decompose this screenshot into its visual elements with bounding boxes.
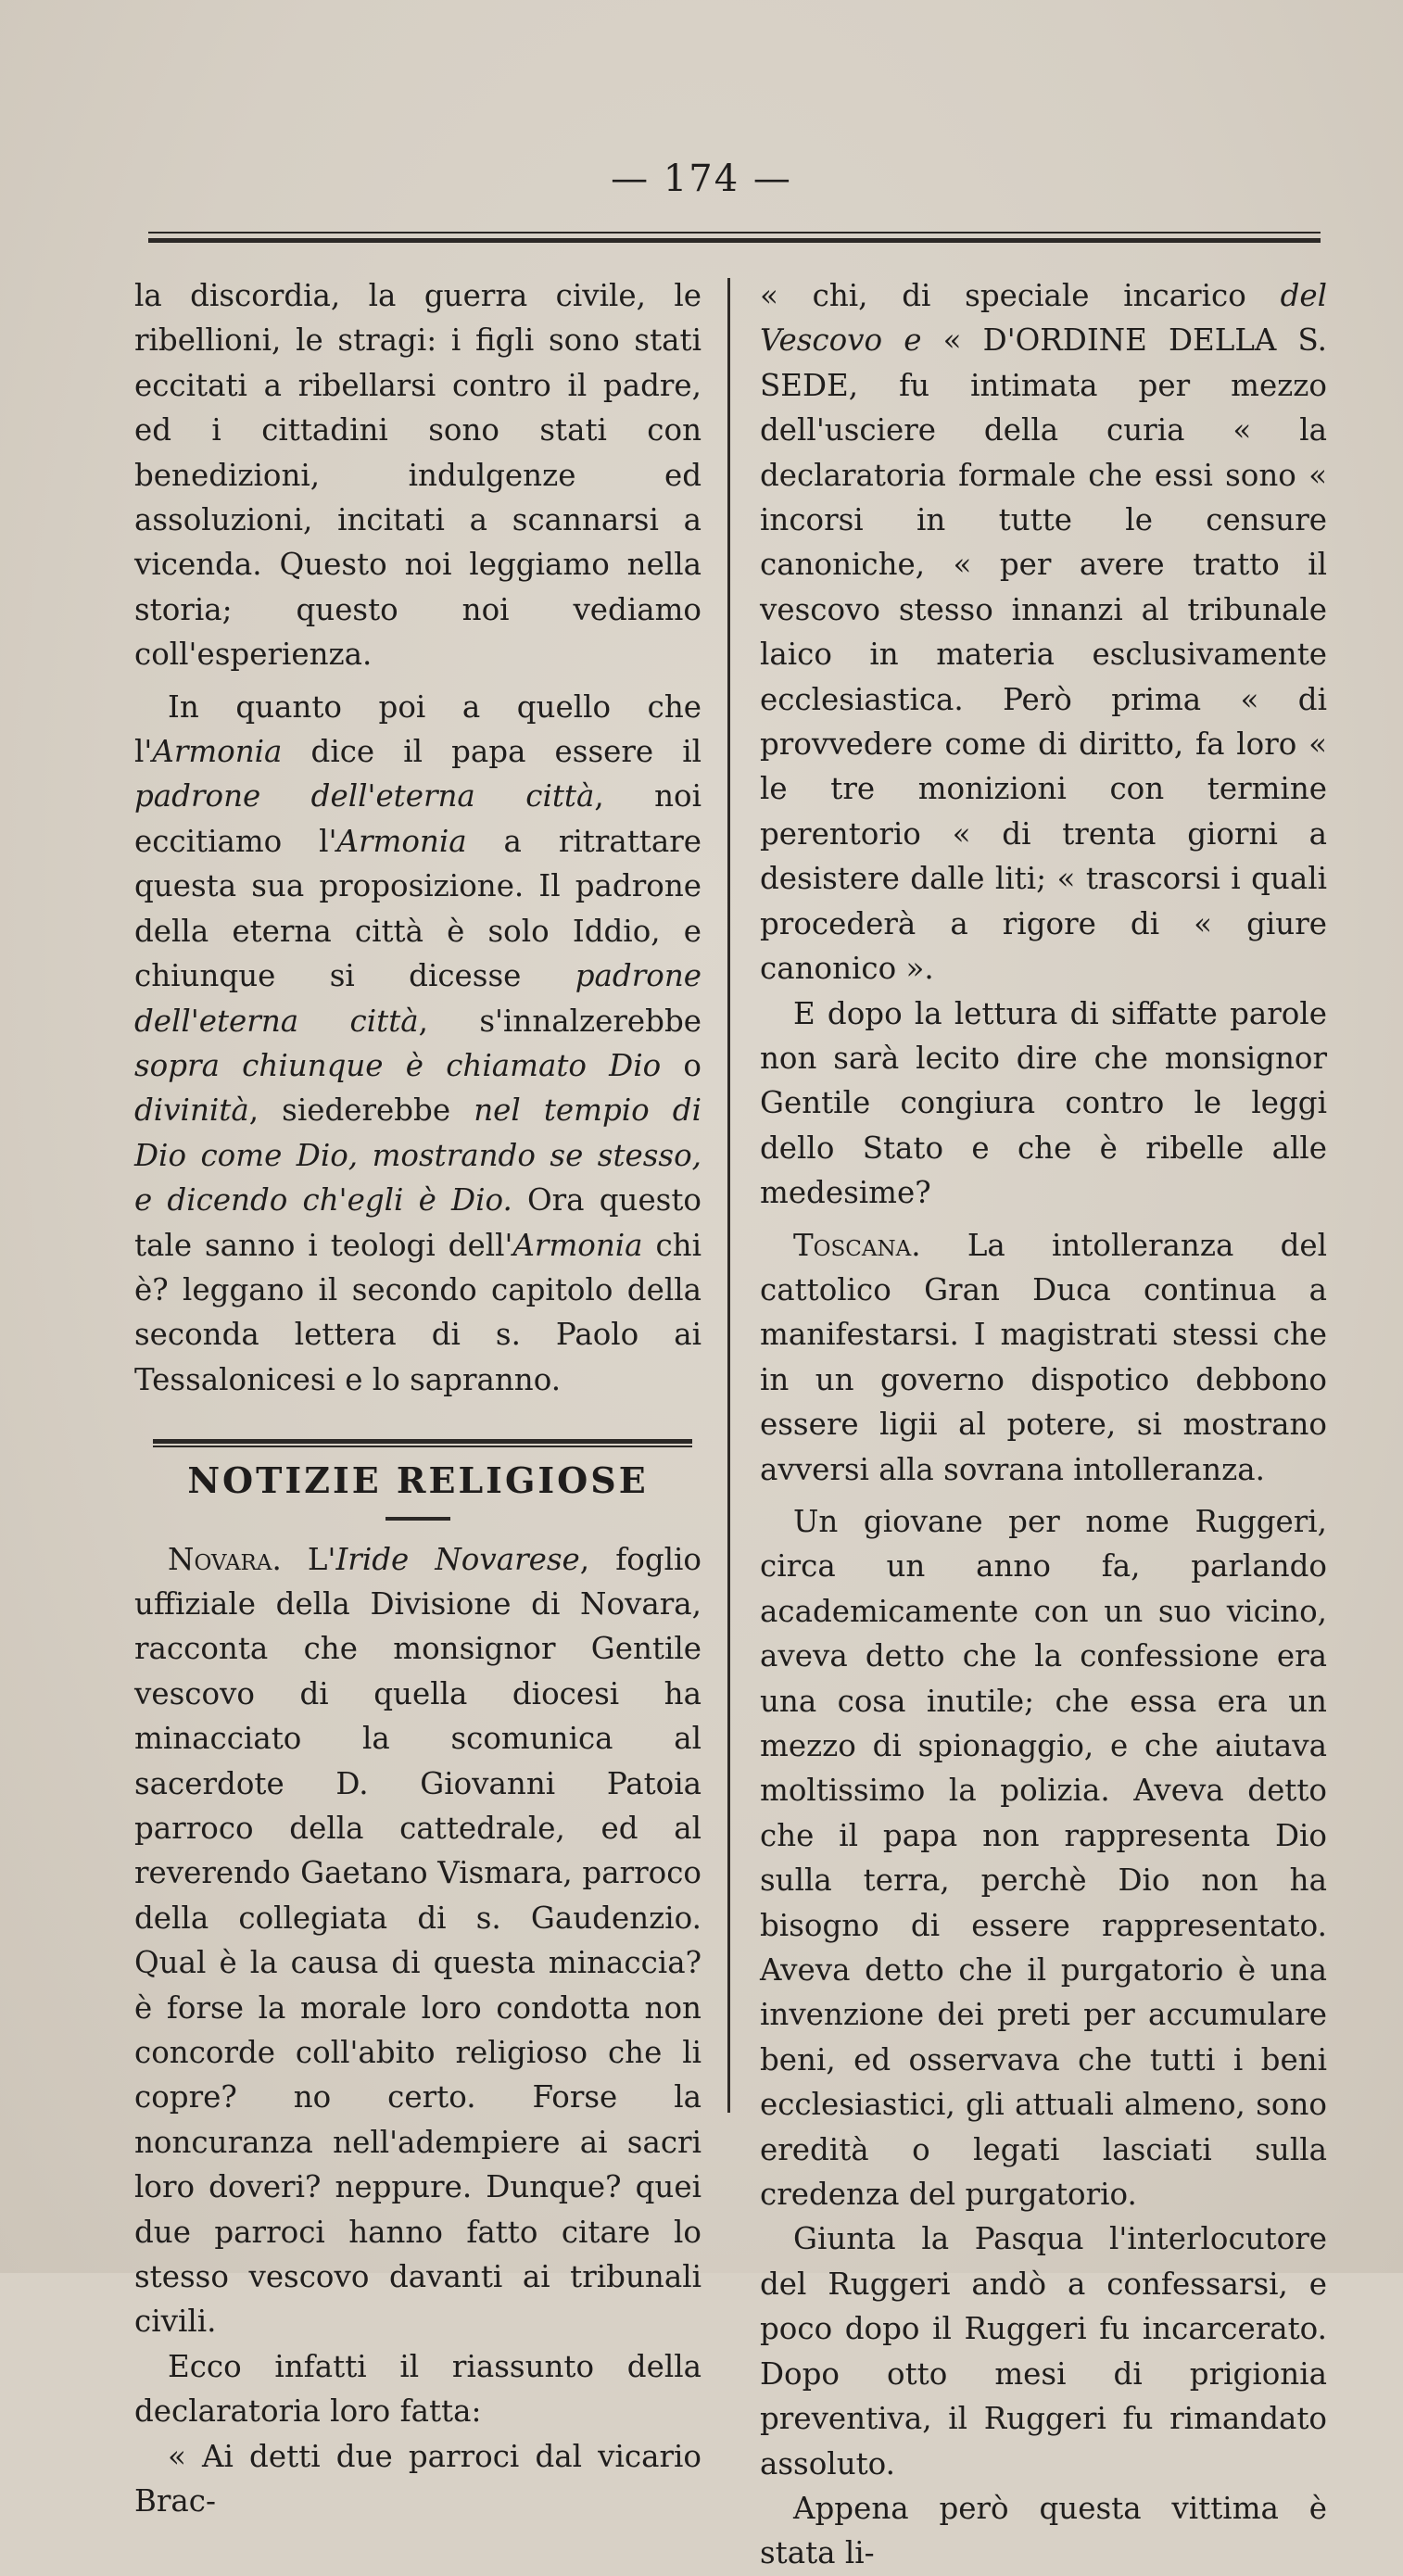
paragraph-novara: Novara. L'Iride Novarese, foglio uffiziale della Divisione di Novara, racconta che monsignor Gentile vescovo di quella diocesi ha minacciato la scomunica al sacerdote D. Giovanni Patoia parroco della cattedrale, ed al reverendo Gaetano Vismara, parroco della collegiata di s. Gaudenzio. Qual è la causa di questa minaccia? è forse la morale loro condotta non concorde coll'abito religioso che li copre? no certo. Forse la noncuranza nell'adempiere ai sacri loro doveri? neppure. Dunque? quei due parroci hanno fatto citare lo stesso vescovo davanti ai tribunali civili. [134, 1541, 702, 2340]
page-number: — 174 — [611, 158, 792, 200]
header-rule [148, 232, 1321, 243]
section-dash [386, 1517, 450, 1521]
paragraph-discordia: la discordia, la guerra civile, le ribellioni, le stragi: i figli sono stati eccitati a ribellarsi contro il padre, ed i cittadini sono stati con benedizioni, indulgenze ed assoluzioni, incitati a scannarsi a vicenda. Questo noi leggiamo nella storia; questo noi vediamo coll'esperienza. [134, 278, 702, 673]
right-column [760, 273, 1327, 2576]
paragraph-siffatte: E dopo la lettura di siffatte parole non sarà lecito dire che monsignor Gentile congiura contro le leggi dello Stato e che è ribelle alle medesime? [760, 995, 1327, 1211]
paragraph-ruggeri: Un giovane per nome Ruggeri, circa un anno fa, parlando academicamente con un suo vicino, aveva detto che la confessione era una cosa inutile; che essa era un mezzo di spionaggio, e che aiutava moltissimo la polizia. Aveva detto che il papa non rappresenta Dio sulla terra, perchè Dio non ha bisogno di essere rappresentato. Aveva detto che il purgatorio è una invenzione dei preti per accumulare beni, ed osservava che tutti i beni ecclesiastici, gli attuali almeno, sono eredità o legati lasciati sulla credenza del purgatorio. [760, 1503, 1327, 2213]
paragraph-declaratoria-intro: Ecco infatti il riassunto della declaratoria loro fatta: [134, 2348, 702, 2430]
left-column [134, 273, 702, 2524]
place-toscana: Toscana. [793, 1227, 921, 1263]
paragraph-quote-start: « Ai detti due parroci dal vicario Brac- [134, 2438, 702, 2519]
paragraph-armonia: In quanto poi a quello che l'Armonia dice il papa essere il padrone dell'eterna città, noi eccitiamo l'Armonia a ritrattare questa sua proposizione. Il padrone della eterna città è solo Iddio, e chiunque si dicesse padrone dell'eterna città, s'innalzerebbe sopra chiunque è chiamato Dio o divinità, siederebbe nel tempio di Dio come Dio, mostrando se stesso, e dicendo ch'egli è Dio. Ora questo tale sanno i teologi dell'Armonia chi è? leggano il secondo capitolo della seconda lettera di s. Paolo ai Tessalonicesi e lo sapranno. [134, 688, 702, 1397]
column-divider [727, 278, 730, 2113]
section-rule [153, 1439, 692, 1447]
section-title: NOTIZIE RELIGIOSE [187, 1459, 649, 1502]
paragraph-vittima: Appena però questa vittima è stata li- [760, 2490, 1327, 2571]
paragraph-toscana: Toscana. La intolleranza del cattolico Gran Duca continua a manifestarsi. I magistrati stessi che in un governo dispotico debbono essere ligii al potere, si mostrano avversi alla sovrana intolleranza. [760, 1227, 1327, 1487]
paragraph-quote-continued: « chi, di speciale incarico del Vescovo e « D'ORDINE DELLA S. SEDE, fu intimata per mezzo dell'usciere della curia « la declaratoria formale che essi sono « incorsi in tutte le censure canoniche, « per avere tratto il vescovo stesso innanzi al tribunale laico in materia esclusivamente ecclesiastica. Però prima « di provvedere come di diritto, fa loro « le tre monizioni con termine perentorio « di trenta giorni a desistere dalle liti; « trascorsi i quali procederà a rigore di « giure canonico ». [760, 278, 1327, 987]
place-novara: Novara. [168, 1541, 282, 1577]
paragraph-pasqua: Giunta la Pasqua l'interlocutore del Ruggeri andò a confessarsi, e poco dopo il Ruggeri fu incarcerato. Dopo otto mesi di prigionia preventiva, il Ruggeri fu rimandato assoluto. [760, 2221, 1327, 2481]
